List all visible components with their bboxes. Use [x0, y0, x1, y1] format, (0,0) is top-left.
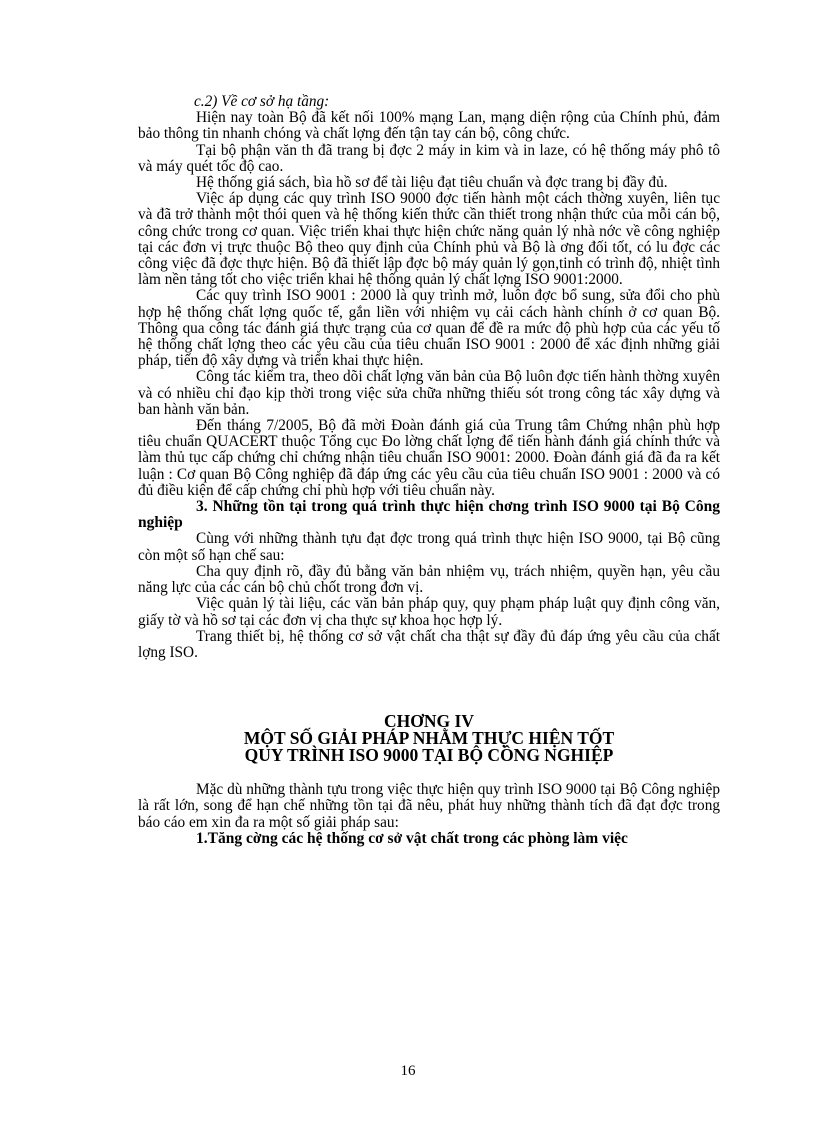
paragraph-printers: Tại bộ phận văn th đã trang bị đợc 2 máy in kim và in laze, có hệ thống máy phô tô và máy quét tốc độ cao. — [138, 141, 720, 175]
paragraph-limitation-3: Trang thiết bị, hệ thống cơ sở vật chất cha thật sự đầy đủ đáp ứng yêu cầu của chất lợng ISO. — [138, 627, 720, 661]
paragraph-network: Hiện nay toàn Bộ đã kết nối 100% mạng Lan, mạng diện rộng của Chính phủ, đảm bảo thông tin nhanh chóng và chất lợng đến tận tay cán bộ, công chức. — [138, 109, 720, 143]
document-page — [138, 94, 720, 847]
chapter-title-line-2: QUY TRÌNH ISO 9000 TẠI BỘ CÔNG NGHIỆP — [244, 745, 614, 766]
paragraph-iso-application: Việc áp dụng các quy trình ISO 9000 đợc tiến hành một cách thờng xuyên, liên tục và đã trở thành một thói quen và hệ thống kiến thức cần thiết trong nhận thức của mỗi cán bộ, công chức trong cơ quan. Việc triển khai thực hiện chức năng quản lý nhà nớc về công nghiệp tại các đơn vị trực thuộc Bộ theo quy định của Chính phủ và Bộ là ơng đối tốt, có lu đợc các công việc đã đợc thực hiện. Bộ đã thiết lập đợc bộ máy quản lý gọn,tinh có trình độ, nhiệt tình làm nền tảng tốt cho việc triển khai hệ thống quản lý chất lợng ISO 9001:2000. — [138, 190, 720, 289]
subsection-heading: c.2) Về cơ sở hạ tầng: — [194, 93, 330, 110]
paragraph-limitations-intro: Cùng với những thành tựu đạt đợc trong quá trình thực hiện ISO 9000, tại Bộ cũng còn một số hạn chế sau: — [138, 530, 720, 564]
paragraph-shelves: Hệ thống giá sách, bìa hồ sơ để tài liệu đạt tiêu chuẩn và đợc trang bị đầy đủ. — [196, 174, 668, 192]
paragraph-certification: Đến tháng 7/2005, Bộ đã mời Đoàn đánh giá của Trung tâm Chứng nhận phù hợp tiêu chuẩn QUACERT thuộc Tổng cục Đo lờng chất lợng để tiến hành đánh giá chính thức và làm thủ tục cấp chứng chỉ chứng nhận tiêu chuẩn ISO 9001: 2000. Đoàn đánh giá đã đa ra kết luận : Cơ quan Bộ Công nghiệp đã đáp ứng các yêu cầu của tiêu chuẩn ISO 9001 : 2000 và có đủ điều kiện để cấp chứng chỉ phù hợp với tiêu chuẩn này. — [138, 417, 720, 499]
paragraph-inspection: Công tác kiểm tra, theo dõi chất lợng văn bản của Bộ luôn đợc tiến hành thờng xuyên và có nhiều chỉ đạo kịp thời trong việc sửa chữa những thiếu sót trong công tác xây dựng và ban hành văn bản. — [138, 368, 720, 418]
chapter-number: CHƠNG IV — [384, 711, 474, 732]
paragraph-iso-process: Các quy trình ISO 9001 : 2000 là quy trình mở, luôn đợc bổ sung, sửa đổi cho phù hợp hệ thống chất lợng quốc tế, gắn liền với nhiệm vụ cải cách hành chính ở cơ quan Bộ. Thông qua công tác đánh giá thực trạng của cơ quan để đề ra mức độ phù hợp của các yếu tố hệ thống chất lợng theo các yêu cầu của tiêu chuẩn ISO 9001 : 2000 để xác định những giải pháp, tiến độ xây dựng và triển khai thực hiện. — [138, 287, 720, 370]
paragraph-chapter-intro: Mặc dù những thành tựu trong việc thực hiện quy trình ISO 9000 tại Bộ Công nghiệp là rất lớn, song để hạn chế những tồn tại đã nêu, phát huy những thành tích đã đạt đợc trong báo cáo em xin đa ra một số giải pháp sau: — [138, 781, 720, 831]
chapter-heading — [138, 713, 720, 764]
paragraph-limitation-1: Cha quy định rõ, đầy đủ bằng văn bản nhiệm vụ, trách nhiệm, quyền hạn, yêu cầu năng lực của các cán bộ chủ chốt trong đơn vị. — [138, 562, 720, 597]
chapter-title-line-1: MỘT SỐ GIẢI PHÁP NHẰM THỰC HIỆN TỐT — [243, 728, 615, 749]
section-1-heading: 1.Tăng cờng các hệ thống cơ sở vật chất trong các phòng làm việc — [196, 829, 628, 847]
section-3-heading: 3. Những tồn tại trong quá trình thực hiện chơng trình ISO 9000 tại Bộ Công nghiệp — [138, 498, 720, 532]
paragraph-limitation-2: Việc quản lý tài liệu, các văn bản pháp quy, quy phạm pháp luật quy định công văn, giấy tờ và hồ sơ tại các đơn vị cha thực sự khoa học hợp lý. — [138, 595, 720, 629]
page-number: 16 — [400, 1063, 416, 1079]
